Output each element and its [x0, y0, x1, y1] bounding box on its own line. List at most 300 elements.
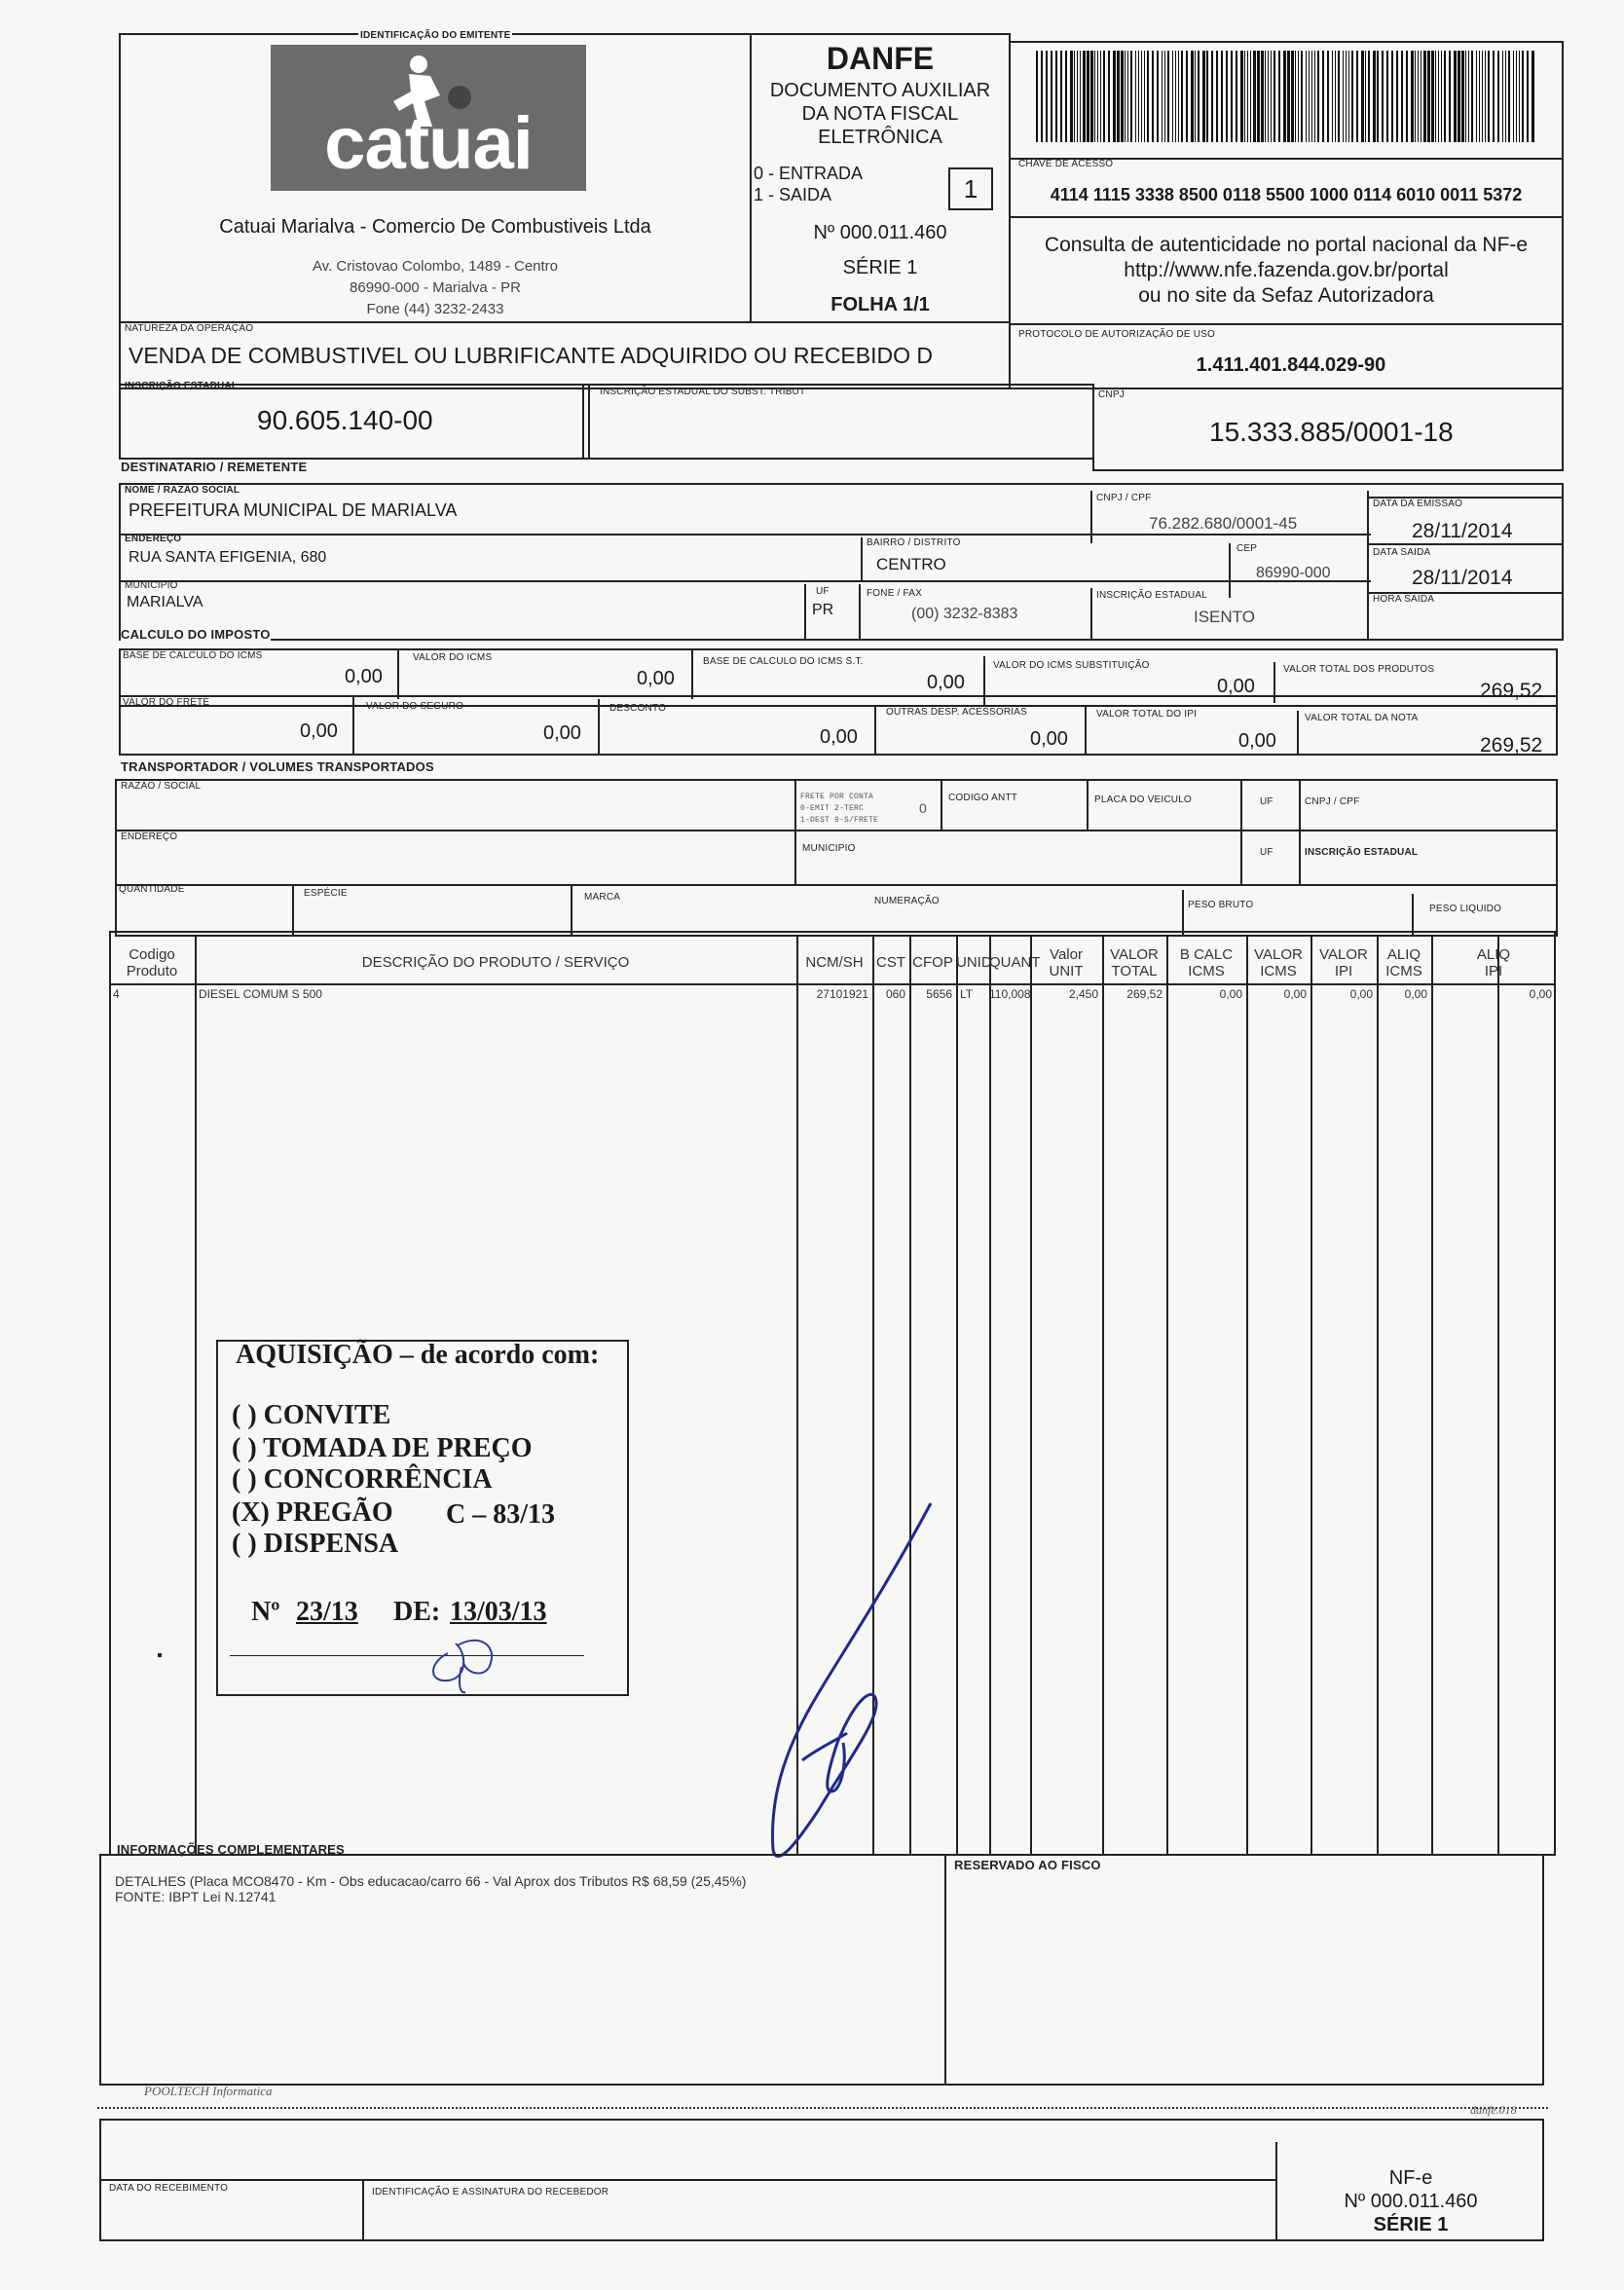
header-vunit: [1030, 946, 1102, 979]
barcode-bar: [1516, 51, 1517, 142]
barcode-bar: [1172, 51, 1173, 142]
barcode-bar: [1386, 51, 1388, 142]
barcode-bar: [1051, 51, 1052, 142]
barcode-bar: [1488, 51, 1490, 142]
barcode-bar: [1431, 51, 1434, 142]
stamp-tomada: ( ) TOMADA DE PREÇO: [232, 1433, 533, 1463]
barcode-bar: [1461, 51, 1464, 142]
header-cfop: [909, 954, 956, 971]
cell-aliqipi: 0,00: [1529, 987, 1552, 1001]
cell-codigo: 4: [113, 987, 120, 1001]
chave-value: 4114 1115 3338 8500 0118 5500 1000 0114 6010 0011 5372: [1050, 185, 1523, 204]
bc-icms-value: 0,00: [345, 666, 383, 687]
col-divider: [1377, 935, 1379, 1856]
barcode-bar: [1396, 51, 1398, 142]
marca-label: MARCA: [584, 892, 621, 903]
header-unid-line1: UNID: [956, 954, 992, 971]
barcode-bar: [1211, 51, 1213, 142]
dest-cnpj-label: CNPJ / CPF: [1096, 493, 1152, 503]
consulta-line2: http://www.nfe.fazenda.gov.br/portal: [1124, 259, 1449, 281]
cell-quant: 110,008: [989, 987, 1031, 1001]
barcode-bar: [1502, 51, 1503, 142]
barcode-bar: [1178, 51, 1179, 142]
barcode-bar: [1356, 51, 1358, 142]
header-quant-line1: QUANT: [989, 954, 1041, 971]
uf-value: PR: [812, 602, 834, 618]
header-aliqicms-line1: ALIQ: [1386, 946, 1421, 963]
header-cfop-line1: CFOP: [912, 954, 953, 971]
endereco-label: ENDEREÇO: [125, 534, 182, 544]
dest-ie-label: INSCRIÇÃO ESTADUAL: [1096, 590, 1207, 601]
peso-liquido-label: PESO LIQUIDO: [1429, 904, 1502, 914]
desconto-value: 0,00: [820, 726, 858, 748]
barcode-bar: [1427, 51, 1430, 142]
qtd-label: QUANTIDADE: [119, 884, 185, 895]
barcode-bar: [1418, 51, 1419, 142]
ipi-label: VALOR TOTAL DO IPI: [1096, 709, 1198, 720]
produtos-header-divider: [109, 983, 1556, 985]
barcode-bar: [1438, 51, 1439, 142]
emissao-label: DATA DA EMISSÃO: [1373, 499, 1463, 509]
emitente-address2: 86990-000 - Marialva - PR: [350, 279, 521, 296]
barcode-bar: [1441, 51, 1442, 142]
barcode-bar: [1311, 51, 1312, 142]
stamp-convite: ( ) CONVITE: [232, 1400, 391, 1430]
cell-vtotal: 269,52: [1126, 987, 1163, 1001]
barcode-bar: [1055, 51, 1057, 142]
barcode-bar: [1175, 51, 1176, 142]
stamp-dispensa: ( ) DISPENSA: [232, 1529, 399, 1559]
chave-label: CHAVE DE ACESSO: [1018, 159, 1114, 169]
canhoto-serie: SÉRIE 1: [1373, 2214, 1449, 2235]
header-unid: [956, 954, 992, 971]
natureza-value: VENDA DE COMBUSTIVEL OU LUBRIFICANTE ADQUIRIDO OU RECEBIDO D: [129, 343, 934, 368]
barcode-bar: [1036, 51, 1038, 142]
barcode-bar: [1368, 51, 1370, 142]
cell-descricao: DIESEL COMUM S 500: [199, 987, 322, 1001]
logo-text: catuai: [324, 102, 533, 185]
saida-label: 1 - SAIDA: [754, 185, 832, 204]
razao-label: RAZÃO / SOCIAL: [121, 781, 202, 792]
barcode-bar: [1195, 51, 1196, 142]
bc-icms-label: BASE DE CALCULO DO ICMS: [123, 650, 263, 661]
stamp-de: 13/03/13: [450, 1597, 547, 1627]
col-divider: [989, 935, 991, 1856]
header-vipi-line2: IPI: [1334, 963, 1353, 979]
barcode-bar: [1465, 51, 1466, 142]
tipo-box: [948, 167, 993, 210]
outras-value: 0,00: [1030, 728, 1068, 750]
barcode-bar: [1406, 51, 1408, 142]
emitente-phone: Fone (44) 3232-2433: [366, 301, 504, 317]
barcode-bar: [1348, 51, 1349, 142]
barcode-bar: [1247, 51, 1248, 142]
barcode-bar: [1327, 51, 1329, 142]
barcode-bar: [1144, 51, 1145, 142]
stamp-concorrencia: ( ) CONCORRÊNCIA: [232, 1464, 493, 1495]
protocolo-label: PROTOCOLO DE AUTORIZAÇÃO DE USO: [1018, 329, 1215, 340]
cell-vipi: 0,00: [1349, 987, 1373, 1001]
barcode-bar: [1497, 51, 1499, 142]
nf-folha: FOLHA 1/1: [830, 294, 930, 315]
barcode-bar: [1476, 51, 1477, 142]
cep-value: 86990-000: [1256, 565, 1331, 581]
col-divider: [1431, 935, 1433, 1856]
signature: [759, 1499, 944, 1869]
barcode-bar: [1060, 51, 1062, 142]
imposto-section: CALCULO DO IMPOSTO: [121, 627, 271, 642]
barcode-bar: [1505, 51, 1506, 142]
barcode-bar: [1221, 51, 1223, 142]
barcode-bar: [1343, 51, 1344, 142]
entrada-label: 0 - ENTRADA: [754, 164, 864, 183]
barcode-bar: [1231, 51, 1233, 142]
header-vicms: [1246, 946, 1310, 979]
cnpj-label: CNPJ: [1098, 389, 1125, 400]
barcode-bar: [1094, 51, 1095, 142]
header-descricao-line1: DESCRIÇÃO DO PRODUTO / SERVIÇO: [361, 954, 630, 971]
cell-vicms: 0,00: [1283, 987, 1307, 1001]
barcode-bar: [1186, 51, 1188, 142]
header-bcalc: [1166, 946, 1246, 979]
barcode-bar: [1138, 51, 1139, 142]
barcode-bar: [1314, 51, 1315, 142]
header-vipi-line1: VALOR: [1319, 946, 1368, 963]
barcode-bar: [1181, 51, 1183, 142]
barcode-bar: [1162, 51, 1163, 142]
bairro-label: BAIRRO / DISTRITO: [867, 537, 961, 548]
barcode-bar: [1157, 51, 1159, 142]
stamp-title: AQUISIÇÃO – de acordo com:: [236, 1340, 600, 1370]
fone-value: (00) 3232-8383: [911, 606, 1018, 622]
barcode-bar: [1444, 51, 1446, 142]
v-prod-label: VALOR TOTAL DOS PRODUTOS: [1283, 664, 1435, 675]
data-recebimento-label: DATA DO RECEBIMENTO: [109, 2183, 229, 2194]
fisco-label: RESERVADO AO FISCO: [954, 1858, 1101, 1872]
stamp-num: 23/13: [296, 1597, 358, 1627]
assinatura-label: IDENTIFICAÇÃO E ASSINATURA DO RECEBEDOR: [372, 2187, 609, 2198]
barcode-bar: [1346, 51, 1347, 142]
barcode-bar: [1135, 51, 1136, 142]
barcode-bar: [1382, 51, 1384, 142]
v-prod-value: 269,52: [1480, 680, 1543, 702]
barcode-bar: [1309, 51, 1310, 142]
barcode-bar: [1130, 51, 1132, 142]
canhoto-nfe: NF-e: [1388, 2167, 1433, 2189]
barcode-bar: [1152, 51, 1154, 142]
barcode-bar: [1065, 51, 1067, 142]
emitente-name: Catuai Marialva - Comercio De Combustiveis Ltda: [219, 216, 651, 238]
header-aliqicms: [1377, 946, 1431, 979]
emitente-address1: Av. Cristovao Colombo, 1489 - Centro: [312, 258, 559, 275]
emissao-value: 28/11/2014: [1412, 520, 1513, 542]
barcode-bar: [1361, 51, 1364, 142]
barcode-bar: [1070, 51, 1073, 142]
barcode-bar: [1527, 51, 1529, 142]
info-line1: DETALHES (Placa MCO8470 - Km - Obs educacao/carro 66 - Val Aprox dos Tributos R$ 68,59 (25,45%): [115, 1873, 747, 1889]
barcode-bar: [1449, 51, 1451, 142]
header-vicms-line2: ICMS: [1260, 963, 1297, 979]
barcode-bar: [1373, 51, 1376, 142]
canhoto-numero: Nº 000.011.460: [1344, 2191, 1478, 2212]
frete-por-conta-l1: FRETE POR CONTA: [800, 793, 874, 801]
barcode-bar: [1046, 51, 1048, 142]
barcode-bar: [1147, 51, 1149, 142]
barcode-bar: [1411, 51, 1414, 142]
transp-ie-label: INSCRIÇÃO ESTADUAL: [1305, 847, 1419, 858]
col-divider: [1310, 935, 1312, 1856]
barcode-bar: [1261, 51, 1264, 142]
saida-date-label: DATA SAIDA: [1373, 547, 1431, 558]
cell-ncm: 27101921: [816, 987, 868, 1001]
col-divider: [195, 935, 197, 1856]
endereco-value: RUA SANTA EFIGENIA, 680: [129, 549, 327, 566]
header-bcalc-line1: B CALC: [1179, 946, 1234, 963]
barcode-bar: [1335, 51, 1336, 142]
barcode: [1036, 51, 1536, 142]
header-codigo-line1: Codigo: [129, 946, 175, 963]
saida-date-value: 28/11/2014: [1412, 567, 1513, 589]
transp-end-label: ENDEREÇO: [121, 831, 178, 842]
bc-st-value: 0,00: [927, 672, 965, 693]
frete-por-conta-l2: 0-EMIT 2-TERC: [800, 804, 865, 813]
header-vtotal: [1102, 946, 1166, 979]
barcode-bar: [1306, 51, 1307, 142]
barcode-bar: [1202, 51, 1205, 142]
barcode-bar: [1522, 51, 1524, 142]
barcode-bar: [1041, 51, 1043, 142]
barcode-bar: [1332, 51, 1333, 142]
outras-label: OUTRAS DESP. ACESSORIAS: [886, 707, 1028, 718]
hora-label: HORA SAIDA: [1373, 594, 1435, 605]
cut-line: [97, 2107, 1548, 2109]
barcode-bar: [1317, 51, 1319, 142]
cell-vunit: 2,450: [1068, 987, 1098, 1001]
barcode-bar: [1206, 51, 1208, 142]
barcode-bar: [1265, 51, 1266, 142]
municipio-label: MUNICIPIO: [125, 580, 178, 591]
header-vunit-line2: UNIT: [1049, 963, 1084, 979]
barcode-bar: [1435, 51, 1436, 142]
barcode-bar: [1083, 51, 1086, 142]
v-icms-value: 0,00: [637, 668, 675, 689]
barcode-bar: [1236, 51, 1237, 142]
header-aliqipi-line1: ALIQ: [1476, 946, 1511, 963]
dest-cnpj-value: 76.282.680/0001-45: [1149, 514, 1298, 533]
barcode-bar: [1164, 51, 1165, 142]
col-divider: [1030, 935, 1032, 1856]
header-cst-line1: CST: [876, 954, 905, 971]
barcode-bar: [1391, 51, 1393, 142]
nf-number: Nº 000.011.460: [813, 222, 947, 243]
seguro-value: 0,00: [543, 722, 581, 744]
barcode-bar: [1471, 51, 1473, 142]
barcode-bar: [1113, 51, 1116, 142]
barcode-bar: [1087, 51, 1089, 142]
nf-serie: SÉRIE 1: [842, 257, 918, 278]
header-codigo-line2: Produto: [126, 963, 178, 979]
header-cst: [872, 954, 909, 971]
transp-mun-label: MUNICIPIO: [802, 843, 856, 854]
info-line2: FONTE: IBPT Lei N.12741: [115, 1889, 277, 1904]
header-vunit-line1: Valor: [1050, 946, 1083, 963]
barcode-bar: [1338, 51, 1340, 142]
barcode-bar: [1278, 51, 1280, 142]
barcode-bar: [1108, 51, 1110, 142]
barcode-bar: [1415, 51, 1416, 142]
barcode-bar: [1191, 51, 1194, 142]
barcode-bar: [1508, 51, 1510, 142]
barcode-bar: [1485, 51, 1486, 142]
stamp-pregao-num: C – 83/13: [446, 1499, 555, 1530]
consulta-line3: ou no site da Sefaz Autorizadora: [1138, 284, 1434, 307]
stamp-num-prefix: Nº: [251, 1597, 280, 1627]
desconto-label: DESCONTO: [609, 703, 667, 714]
ipi-value: 0,00: [1238, 730, 1276, 752]
barcode-bar: [1532, 51, 1534, 142]
header-vicms-line1: VALOR: [1254, 946, 1303, 963]
danfe-line2: DA NOTA FISCAL: [801, 103, 959, 125]
col-divider: [1246, 935, 1248, 1856]
initials-signature: [419, 1624, 516, 1698]
barcode-bar: [1322, 51, 1324, 142]
form-code: danfe.018: [1470, 2103, 1517, 2117]
v-icms-label: VALOR DO ICMS: [413, 652, 493, 663]
tipo-value: 1: [963, 174, 978, 203]
header-descricao: [195, 954, 796, 971]
frete-label: VALOR DO FRETE: [123, 697, 210, 708]
col-divider: [1166, 935, 1168, 1856]
barcode-bar: [1226, 51, 1228, 142]
danfe-line1: DOCUMENTO AUXILIAR: [769, 80, 991, 101]
col-divider: [1102, 935, 1104, 1856]
peso-bruto-label: PESO BRUTO: [1188, 900, 1254, 910]
barcode-bar: [1351, 51, 1353, 142]
nome-label: NOME / RAZÃO SOCIAL: [125, 485, 240, 496]
header-bcalc-line2: ICMS: [1188, 963, 1225, 979]
header-ncm-line1: NCM/SH: [805, 954, 864, 971]
ie-label: INSCRIÇÃO ESTADUAL: [125, 381, 239, 391]
cell-cst: 060: [885, 987, 905, 1001]
header-vipi: [1310, 946, 1377, 979]
nota-value: 269,52: [1480, 734, 1543, 757]
cnpj-value: 15.333.885/0001-18: [1209, 417, 1454, 447]
barcode-bar: [1454, 51, 1457, 142]
barcode-bar: [1127, 51, 1128, 142]
v-st-value: 0,00: [1217, 676, 1255, 697]
barcode-bar: [1125, 51, 1126, 142]
barcode-bar: [1103, 51, 1105, 142]
barcode-bar: [1077, 51, 1078, 142]
barcode-bar: [1250, 51, 1251, 142]
emitente-section-label: IDENTIFICAÇÃO DO EMITENTE: [360, 30, 511, 41]
barcode-bar: [1271, 51, 1272, 142]
barcode-bar: [1117, 51, 1120, 142]
transp-uf-label: UF: [1260, 796, 1273, 807]
barcode-bar: [1479, 51, 1480, 142]
cell-bcalc: 0,00: [1219, 987, 1242, 1001]
especie-label: ESPÉCIE: [304, 888, 348, 899]
barcode-bar: [1295, 51, 1296, 142]
barcode-bar: [1100, 51, 1101, 142]
cell-unid: LT: [960, 987, 974, 1001]
barcode-bar: [1291, 51, 1294, 142]
barcode-bar: [1423, 51, 1426, 142]
barcode-bar: [1273, 51, 1275, 142]
barcode-bar: [1198, 51, 1200, 142]
uf-label: UF: [816, 586, 830, 597]
barcode-bar: [1458, 51, 1460, 142]
barcode-bar: [1482, 51, 1483, 142]
frete-value: 0,00: [300, 720, 338, 742]
bairro-value: CENTRO: [876, 555, 946, 573]
danfe-line3: ELETRÔNICA: [818, 127, 942, 148]
fone-label: FONE / FAX: [867, 588, 923, 599]
nome-value: PREFEITURA MUNICIPAL DE MARIALVA: [129, 500, 458, 520]
barcode-bar: [1268, 51, 1269, 142]
nota-label: VALOR TOTAL DA NOTA: [1305, 713, 1419, 723]
v-st-label: VALOR DO ICMS SUBSTITUIÇÃO: [993, 660, 1150, 671]
software-name: POOLTECH Informatica: [144, 2084, 273, 2098]
danfe-title: DANFE: [826, 41, 935, 76]
transp-section: TRANSPORTADOR / VOLUMES TRANSPORTADOS: [121, 759, 434, 774]
barcode-bar: [1253, 51, 1256, 142]
natureza-label: NATUREZA DA OPERAÇÃO: [125, 323, 254, 334]
protocolo-value: 1.411.401.844.029-90: [1196, 354, 1386, 376]
frete-por-conta-l3: 1-DEST 9-S/FRETE: [800, 816, 879, 825]
barcode-bar: [1287, 51, 1290, 142]
ie-subst-label: INSCRIÇÃO ESTADUAL DO SUBST. TRIBUT: [600, 387, 806, 397]
header-quant: [989, 954, 1041, 971]
municipio-value: MARIALVA: [127, 594, 203, 610]
barcode-bar: [1244, 51, 1245, 142]
barcode-bar: [1121, 51, 1124, 142]
barcode-bar: [1074, 51, 1075, 142]
seguro-label: VALOR DO SEGURO: [366, 701, 464, 712]
stamp-de-prefix: DE:: [393, 1597, 441, 1627]
barcode-bar: [1401, 51, 1403, 142]
barcode-bar: [1513, 51, 1514, 142]
frete-por-conta-value: 0: [919, 800, 927, 816]
destinatario-section: DESTINATARIO / REMETENTE: [121, 460, 308, 474]
cell-aliqicms: 0,00: [1404, 987, 1427, 1001]
header-ncm: [796, 954, 872, 971]
barcode-bar: [1298, 51, 1299, 142]
barcode-bar: [1167, 51, 1169, 142]
barcode-bar: [1216, 51, 1218, 142]
placa-label: PLACA DO VEICULO: [1094, 794, 1192, 805]
header-aliqipi: [1431, 946, 1556, 979]
info-label: INFORMAÇÕES COMPLEMENTARES: [117, 1842, 345, 1857]
barcode-bar: [1240, 51, 1243, 142]
antt-label: CODIGO ANTT: [948, 793, 1018, 803]
barcode-bar: [1080, 51, 1081, 142]
header-codigo: [109, 946, 195, 979]
header-vtotal-line1: VALOR: [1110, 946, 1159, 963]
cell-cfop: 5656: [926, 987, 952, 1001]
barcode-bar: [1365, 51, 1366, 142]
header-aliqipi-line2: IPI: [1484, 963, 1503, 979]
col-divider: [1497, 935, 1499, 1856]
barcode-bar: [1097, 51, 1098, 142]
transp-cnpj-label: CNPJ / CPF: [1305, 796, 1360, 807]
transp-uf2-label: UF: [1260, 847, 1273, 858]
stamp-pregao: (X) PREGÃO: [232, 1497, 393, 1528]
barcode-bar: [1377, 51, 1379, 142]
barcode-bar: [1468, 51, 1469, 142]
consulta-line1: Consulta de autenticidade no portal nacional da NF-e: [1044, 234, 1529, 256]
company-logo: [271, 45, 586, 191]
